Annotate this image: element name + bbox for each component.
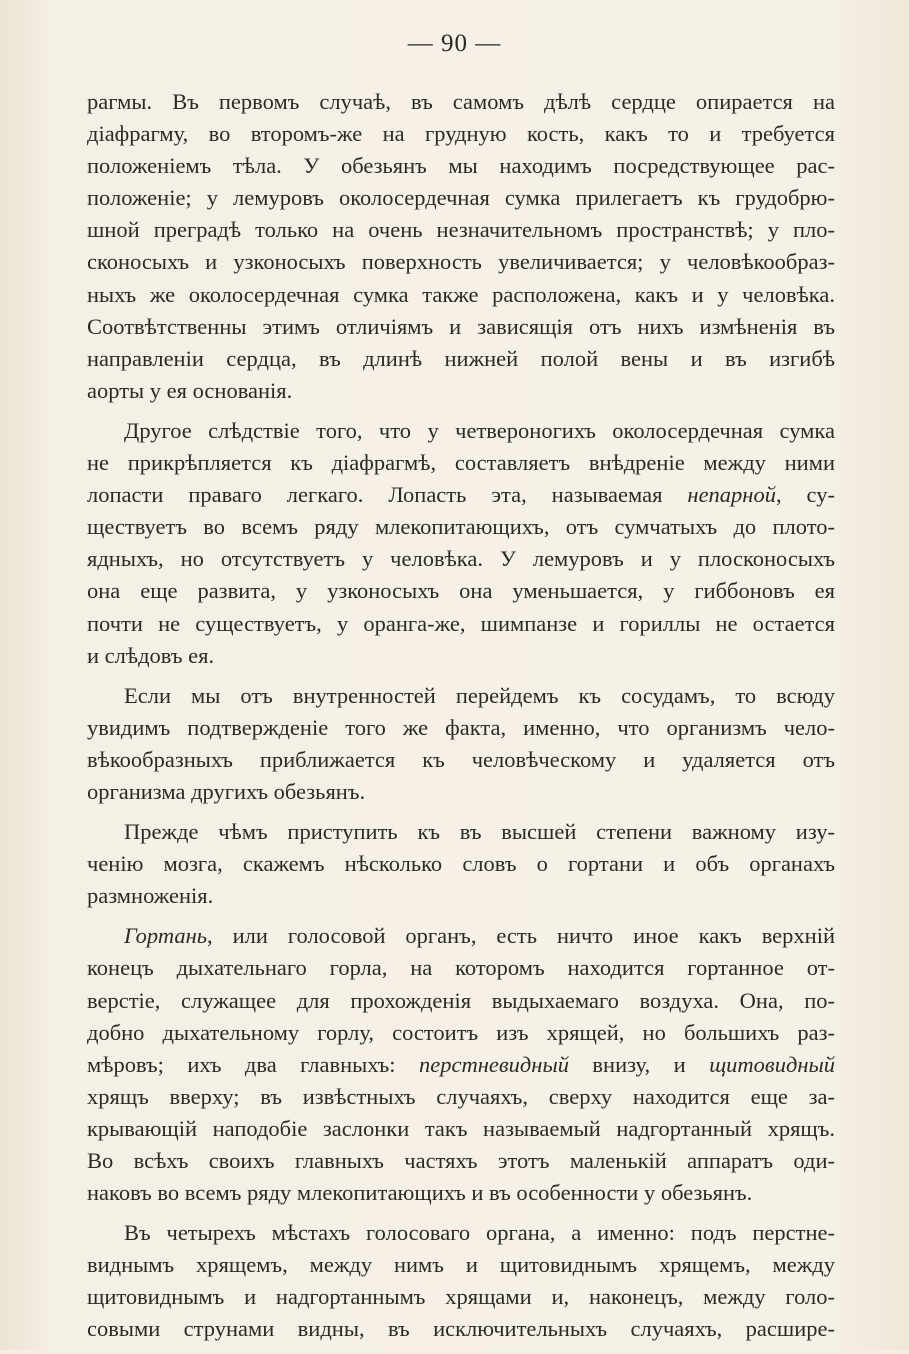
text-run: виднымъ хрящемъ, между нимъ и щитовиднымъ хрящемъ, между bbox=[87, 1252, 835, 1278]
text-run: положеніемъ тѣла. У обезьянъ мы находимъ посредствующее рас- bbox=[87, 153, 835, 179]
text-run: Если мы отъ внутренностей перейдемъ къ сосудамъ, то всюду bbox=[124, 682, 835, 708]
text-run: почти не существуетъ, у оранга-же, шимпанзе и гориллы не остается bbox=[87, 610, 835, 636]
text-line bbox=[87, 816, 835, 848]
text-line bbox=[87, 150, 835, 182]
text-line bbox=[87, 880, 835, 912]
text-run: щитовиднымъ и надгортаннымъ хрящами и, наконецъ, между голо- bbox=[87, 1284, 835, 1310]
text-line bbox=[87, 182, 835, 214]
italic-term: перстневидный bbox=[419, 1051, 569, 1077]
paragraph bbox=[87, 680, 835, 808]
text-line bbox=[87, 575, 835, 607]
italic-term: Гортань bbox=[124, 923, 208, 949]
text-run: организма другихъ обезьянъ. bbox=[87, 778, 366, 804]
text-run: ченію мозга, скажемъ нѣсколько словъ о гортани и объ органахъ bbox=[87, 851, 835, 877]
text-run: крывающій наподобіе заслонки такъ называемый надгортанный хрящъ. bbox=[87, 1115, 835, 1141]
paragraph bbox=[87, 86, 835, 407]
text-line bbox=[87, 744, 835, 776]
text-line bbox=[87, 375, 835, 407]
italic-term: щитовидный bbox=[709, 1051, 835, 1077]
text-line bbox=[87, 1113, 835, 1145]
text-line bbox=[87, 1217, 835, 1249]
text-run: Другое слѣдствіе того, что у четвероногихъ околосердечная сумка bbox=[124, 417, 835, 443]
text-line bbox=[87, 118, 835, 150]
text-run: рагмы. Въ первомъ случаѣ, въ самомъ дѣлѣ сердце опирается на bbox=[87, 89, 835, 114]
text-line bbox=[87, 640, 835, 672]
italic-term: непарной bbox=[687, 482, 776, 508]
text-line bbox=[87, 848, 835, 880]
text-run: діафрагму, во второмъ-же на грудную кость, какъ то и требуется bbox=[87, 121, 835, 147]
text-line bbox=[87, 1249, 835, 1281]
text-run: ществуетъ во всемъ ряду млекопитающихъ, отъ сумчатыхъ до плото- bbox=[87, 514, 835, 540]
text-line bbox=[87, 952, 835, 984]
text-run: Въ четырехъ мѣстахъ голосоваго органа, а именно: подъ перстне- bbox=[124, 1220, 835, 1246]
text-line bbox=[87, 1177, 835, 1209]
text-run: она еще развита, у узконосыхъ она уменьшается, у гиббоновъ ея bbox=[87, 578, 835, 604]
text-run: Прежде чѣмъ приступить къ въ высшей степени важному изу- bbox=[124, 819, 835, 845]
text-run: вѣкообразныхъ приближается къ человѣческому и удаляется отъ bbox=[87, 746, 835, 772]
paragraph bbox=[87, 415, 835, 672]
text-line bbox=[87, 1049, 835, 1081]
text-line bbox=[87, 1313, 835, 1345]
text-line bbox=[87, 712, 835, 744]
text-run: и слѣдовъ ея. bbox=[87, 642, 215, 668]
text-run: сконосыхъ и узконосыхъ поверхность увеличивается; у человѣкообраз- bbox=[87, 249, 835, 275]
text-run: лопасти праваго легкаго. Лопасть эта, называемая bbox=[87, 482, 688, 508]
text-line bbox=[87, 1081, 835, 1113]
text-run: шной преградѣ только на очень незначительномъ пространствѣ; у пло- bbox=[87, 217, 835, 243]
text-line bbox=[87, 776, 835, 808]
text-line bbox=[87, 311, 835, 343]
text-line bbox=[87, 447, 835, 479]
text-line bbox=[87, 985, 835, 1017]
text-line bbox=[87, 279, 835, 311]
text-run: конецъ дыхательнаго горла, на которомъ находится гортанное от- bbox=[87, 955, 835, 981]
text-run: положеніе; у лемуровъ околосердечная сумка прилегаетъ къ грудобрю- bbox=[87, 185, 835, 211]
text-run: верстіе, служащее для прохожденія выдыхаемаго воздуха. Она, по- bbox=[87, 987, 835, 1013]
text-line bbox=[87, 1017, 835, 1049]
text-run: , су- bbox=[775, 482, 835, 508]
text-line bbox=[87, 680, 835, 712]
text-run: увидимъ подтвержденіе того же факта, именно, что организмъ чело- bbox=[87, 714, 835, 740]
text-line bbox=[87, 415, 835, 447]
paragraph bbox=[87, 920, 835, 1209]
text-run: ныхъ же околосердечная сумка также расположена, какъ и у человѣка. bbox=[87, 281, 835, 307]
text-line bbox=[87, 246, 835, 278]
text-line bbox=[87, 543, 835, 575]
paragraph bbox=[87, 816, 835, 912]
text-line bbox=[87, 214, 835, 246]
text-run: внизу, и bbox=[568, 1051, 710, 1077]
text-run: добно дыхательному горлу, состоитъ изъ хрящей, но большихъ раз- bbox=[87, 1019, 835, 1045]
text-run: Во всѣхъ своихъ главныхъ частяхъ этотъ маленькій аппаратъ оди- bbox=[87, 1148, 835, 1173]
paragraph bbox=[87, 1217, 835, 1345]
text-line bbox=[87, 511, 835, 543]
text-run: не прикрѣпляется къ діафрагмѣ, составляетъ внѣдреніе между ними bbox=[87, 450, 835, 476]
text-line bbox=[87, 479, 835, 511]
body-text bbox=[87, 86, 835, 1354]
text-run: аорты у ея основанія. bbox=[87, 377, 293, 403]
text-run: направленіи сердца, въ длинѣ нижней полой вены и въ изгибѣ bbox=[87, 345, 835, 371]
text-run: наковъ во всемъ ряду млекопитающихъ и въ особенности у обезьянъ. bbox=[87, 1180, 753, 1206]
text-run: совыми струнами видны, въ исключительныхъ случаяхъ, расшире- bbox=[87, 1316, 835, 1342]
text-run: размноженія. bbox=[87, 883, 214, 909]
text-line bbox=[87, 1145, 835, 1177]
page-number: — 90 — bbox=[407, 30, 502, 57]
text-line bbox=[87, 608, 835, 640]
text-line bbox=[87, 343, 835, 375]
text-line bbox=[87, 86, 835, 118]
text-line bbox=[87, 920, 835, 952]
text-run: , или голосовой органъ, есть ничто иное какъ верхній bbox=[207, 923, 835, 949]
text-run: ядныхъ, но отсутствуетъ у человѣка. У лемуровъ и у плосконосыхъ bbox=[87, 546, 835, 572]
text-line bbox=[87, 1281, 835, 1313]
text-run: мѣровъ; ихъ два главныхъ: bbox=[87, 1051, 420, 1077]
text-run: Соотвѣтственны этимъ отличіямъ и зависящія отъ нихъ измѣненія въ bbox=[87, 313, 835, 339]
text-run: хрящъ вверху; въ извѣстныхъ случаяхъ, сверху находится еще за- bbox=[87, 1083, 835, 1109]
